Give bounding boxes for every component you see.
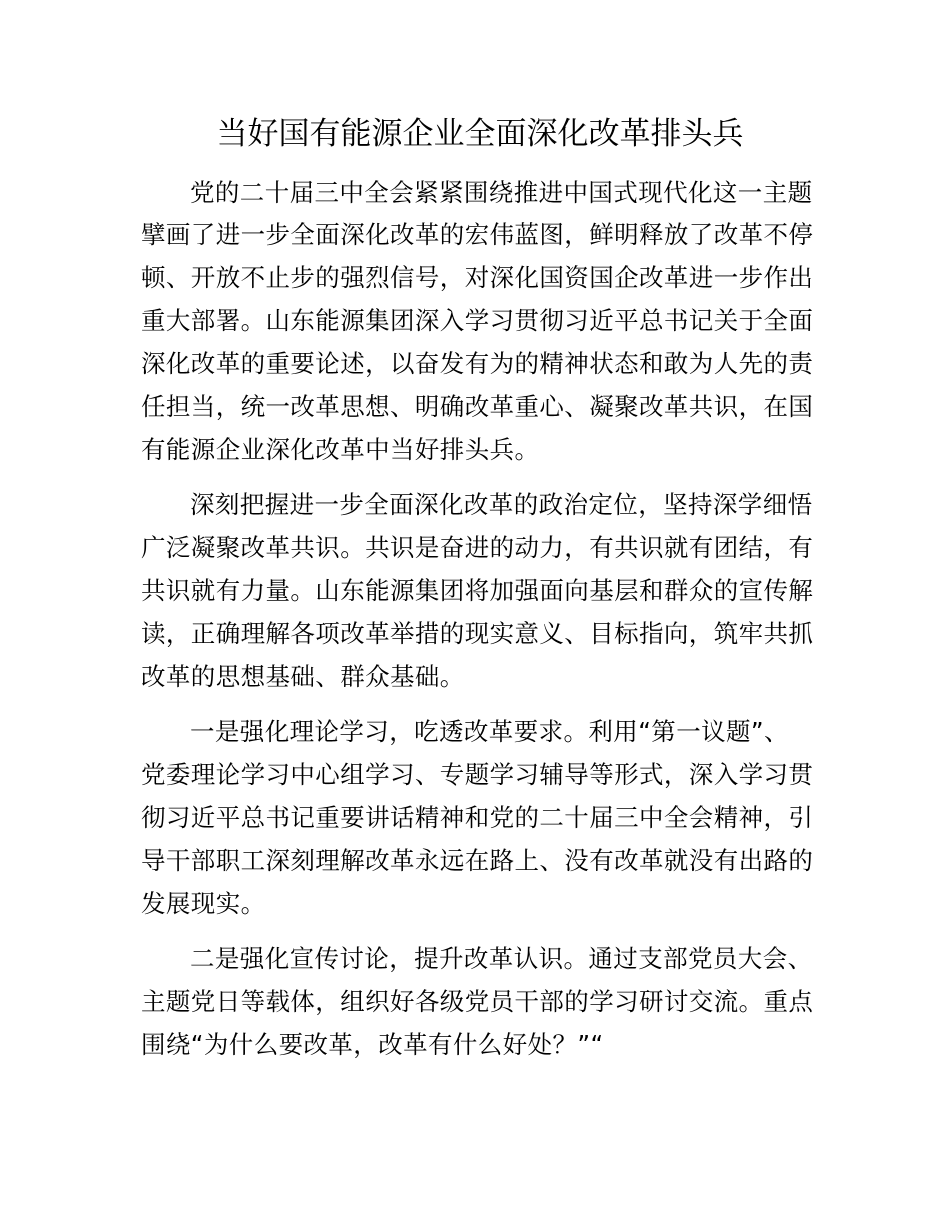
- paragraph-line: 彻习近平总书记重要讲话精神和党的二十届三中全会精神，引: [141, 803, 814, 832]
- paragraph-line: 重大部署。山东能源集团深入学习贯彻习近平总书记关于全面: [141, 306, 814, 335]
- paragraph-line: 一是强化理论学习，吃透改革要求。利用“第一议题”、: [190, 717, 789, 746]
- paragraph-line: 顿、开放不止步的强烈信号，对深化国资国企改革进一步作出: [141, 263, 814, 292]
- paragraph-line: 有能源企业深化改革中当好排头兵。: [141, 435, 540, 464]
- paragraph-line: 广泛凝聚改革共识。共识是奋进的动力，有共识就有团结，有: [141, 533, 814, 562]
- paragraph-line: 改革的思想基础、群众基础。: [141, 662, 465, 691]
- paragraph-line: 深化改革的重要论述，以奋发有为的精神状态和敢为人先的责: [141, 349, 814, 378]
- paragraph-line: 读，正确理解各项改革举措的现实意义、目标指向，筑牢共抓: [141, 619, 814, 648]
- paragraph-line: 共识就有力量。山东能源集团将加强面向基层和群众的宣传解: [141, 576, 814, 605]
- paragraph-line: 二是强化宣传讨论，提升改革认识。通过支部党员大会、: [190, 944, 813, 973]
- paragraph-line: 党委理论学习中心组学习、专题学习辅导等形式，深入学习贯: [141, 760, 814, 789]
- paragraph-line: 导干部职工深刻理解改革永远在路上、没有改革就没有出路的: [141, 846, 814, 875]
- paragraph-line: 围绕“为什么要改革，改革有什么好处？”“: [141, 1030, 604, 1059]
- paragraph-line: 深刻把握进一步全面深化改革的政治定位，坚持深学细悟: [190, 490, 813, 519]
- paragraph-line: 主题党日等载体，组织好各级党员干部的学习研讨交流。重点: [141, 987, 814, 1016]
- paragraph-line: 发展现实。: [141, 889, 266, 918]
- document-title: 当好国有能源企业全面深化改革排头兵: [216, 116, 744, 152]
- paragraph-line: 党的二十届三中全会紧紧围绕推进中国式现代化这一主题: [190, 178, 813, 207]
- paragraph-line: 擘画了进一步全面深化改革的宏伟蓝图，鲜明释放了改革不停: [141, 220, 814, 249]
- paragraph-line: 任担当，统一改革思想、明确改革重心、凝聚改革共识，在国: [141, 392, 814, 421]
